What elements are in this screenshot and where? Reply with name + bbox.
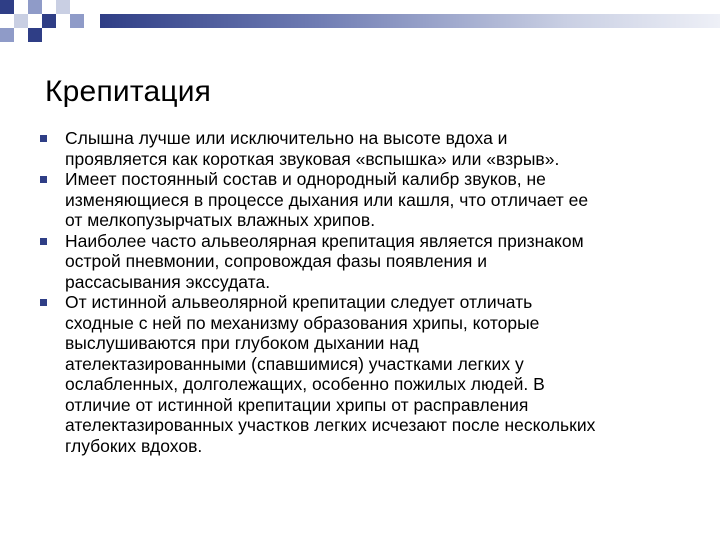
square-bullet-icon (40, 238, 47, 245)
list-item (40, 231, 690, 293)
bullet-text: Наиболее часто альвеолярная крепитация является признаком острой пневмонии, сопровождая фазы появления и рассасывания экссудата. (65, 230, 584, 292)
square-bullet-icon (40, 135, 47, 142)
decor-square-4 (42, 14, 56, 28)
slide-title: Крепитация (45, 75, 212, 108)
list-item (40, 128, 690, 169)
list-item (40, 292, 690, 456)
square-bullet-icon (40, 176, 47, 183)
header-gradient-bar (100, 14, 720, 28)
bullet-list (40, 128, 690, 456)
decor-square-8 (28, 28, 42, 42)
square-bullet-icon (40, 299, 47, 306)
decor-square-1 (0, 0, 14, 14)
decor-square-3 (14, 14, 28, 28)
bullet-text: От истинной альвеолярной крепитации следует отличать сходные с ней по механизму образования хрипы, которые выслушиваются при глубоком дыхании над ателектазированными (спавшимися) участками легких у ослабленных, долголежащих, особенно пожилых людей. В отличие от истинной крепитации хрипы от расправления ателектазированных участков легких исчезают после нескольких глубоких вдохов. (65, 292, 596, 456)
bullet-text: Имеет постоянный состав и однородный калибр звуков, не изменяющиеся в процессе дыхания или кашля, что отличает ее от мелкопузырчатых влажных хрипов. (65, 169, 589, 230)
bullet-text: Слышна лучше или исключительно на высоте вдоха и проявляется как короткая звуковая «вспышка» или «взрыв». (65, 128, 560, 169)
decor-square-6 (70, 14, 84, 28)
decor-square-2 (28, 0, 42, 14)
decor-square-7 (0, 28, 14, 42)
list-item (40, 169, 690, 231)
decor-square-5 (56, 0, 70, 14)
